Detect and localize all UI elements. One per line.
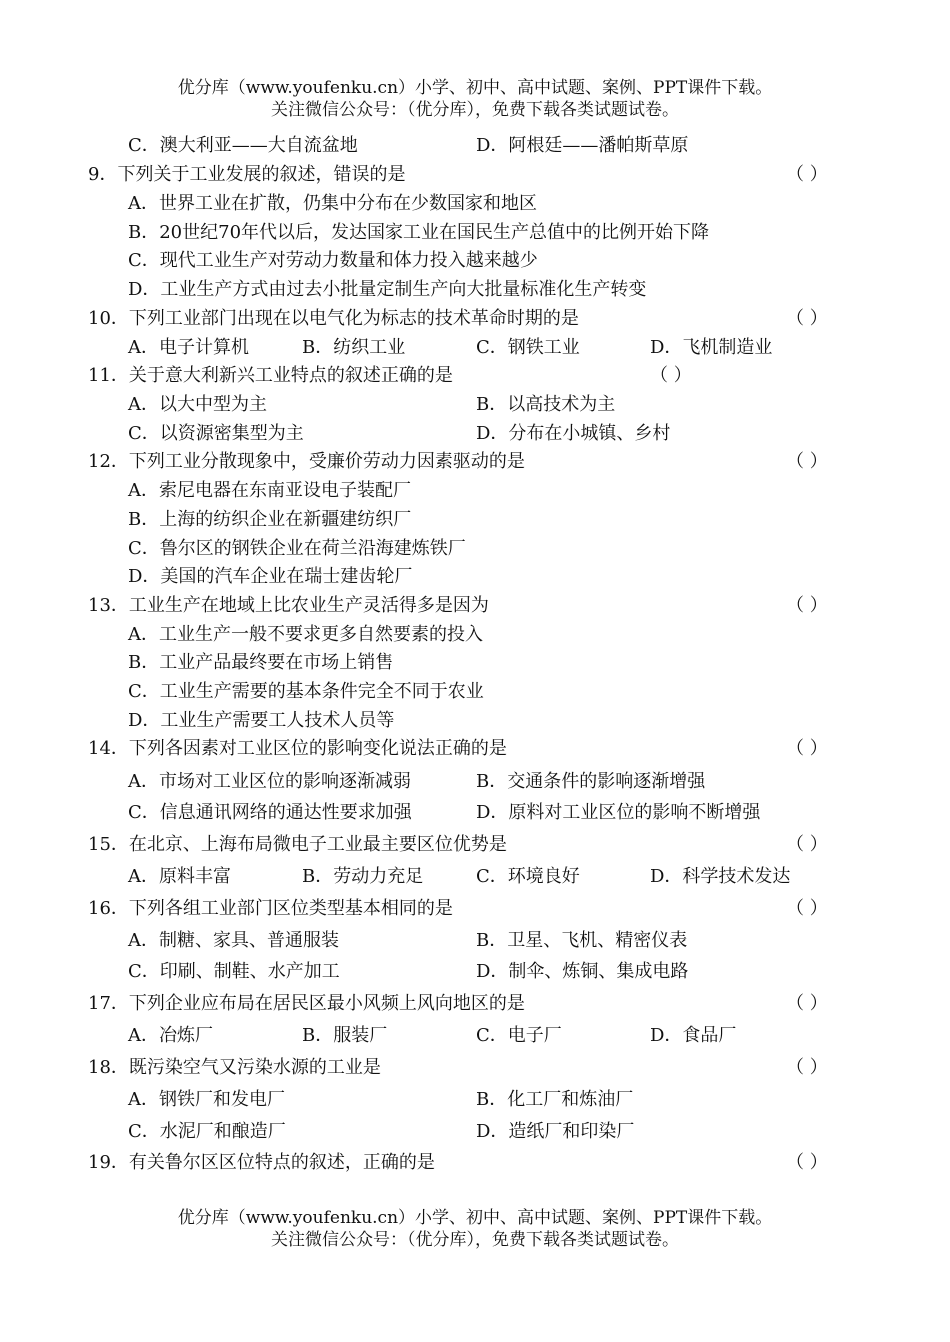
q12-option-d: D．美国的汽车企业在瑞士建齿轮厂 — [128, 566, 413, 587]
q18-option-c: C．水泥厂和酿造厂 — [128, 1121, 286, 1142]
q14-option-b: B．交通条件的影响逐渐增强 — [476, 771, 706, 792]
q12-option-b: B．上海的纺织企业在新疆建纺织厂 — [128, 509, 412, 530]
q17-stem: 17．下列企业应布局在居民区最小风频上风向地区的是 — [88, 993, 525, 1014]
q9-option-a: A．世界工业在扩散，仍集中分布在少数国家和地区 — [128, 193, 537, 214]
q17-option-d: D．食品厂 — [650, 1025, 737, 1046]
q13-option-a: A．工业生产一般不要求更多自然要素的投入 — [128, 624, 483, 645]
q13-option-d: D．工业生产需要工人技术人员等 — [128, 710, 395, 731]
q10-option-b: B．纺织工业 — [302, 337, 406, 358]
q18-answer-paren: （ ） — [786, 1057, 828, 1078]
q9-stem: 9．下列关于工业发展的叙述，错误的是 — [88, 164, 406, 185]
footer-line-2: 关注微信公众号：（优分库），免费下载各类试题试卷。 — [271, 1230, 679, 1250]
q15-stem: 15．在北京、上海布局微电子工业最主要区位优势是 — [88, 834, 507, 855]
q14-option-a: A．市场对工业区位的影响逐渐减弱 — [128, 771, 411, 792]
q18-stem: 18．既污染空气又污染水源的工业是 — [88, 1057, 381, 1078]
q15-option-a: A．原料丰富 — [128, 866, 231, 887]
q18-option-d: D．造纸厂和印染厂 — [476, 1121, 635, 1142]
q15-option-b: B．劳动力充足 — [302, 866, 424, 887]
q12-stem: 12．下列工业分散现象中，受廉价劳动力因素驱动的是 — [88, 451, 525, 472]
q19-answer-paren: （ ） — [786, 1152, 828, 1173]
q10-stem: 10．下列工业部门出现在以电气化为标志的技术革命时期的是 — [88, 308, 579, 329]
q11-option-a: A．以大中型为主 — [128, 394, 267, 415]
q16-answer-paren: （ ） — [786, 898, 828, 919]
footer-line-1: 优分库（www.youfenku.cn）小学、初中、高中试题、案例、PPT课件下载。 — [177, 1208, 773, 1228]
q10-option-a: A．电子计算机 — [128, 337, 249, 358]
q13-option-c: C．工业生产需要的基本条件完全不同于农业 — [128, 681, 484, 702]
q14-stem: 14．下列各因素对工业区位的影响变化说法正确的是 — [88, 738, 507, 759]
q10-answer-paren: （ ） — [786, 308, 828, 329]
q18-option-b: B．化工厂和炼油厂 — [476, 1089, 634, 1110]
q17-option-b: B．服装厂 — [302, 1025, 388, 1046]
q11-option-c: C．以资源密集型为主 — [128, 423, 304, 444]
q17-answer-paren: （ ） — [786, 993, 828, 1014]
q16-option-a: A．制糖、家具、普通服装 — [128, 930, 339, 951]
q12-option-c: C．鲁尔区的钢铁企业在荷兰沿海建炼铁厂 — [128, 538, 466, 559]
q12-answer-paren: （ ） — [786, 451, 828, 472]
q15-answer-paren: （ ） — [786, 834, 828, 855]
q15-option-c: C．环境良好 — [476, 866, 580, 887]
q14-answer-paren: （ ） — [786, 738, 828, 759]
q8-option-d: D．阿根廷——潘帕斯草原 — [476, 135, 689, 156]
q14-option-c: C．信息通讯网络的通达性要求加强 — [128, 802, 412, 823]
q9-option-b: B．20世纪70年代以后，发达国家工业在国民生产总值中的比例开始下降 — [128, 222, 710, 243]
q16-option-d: D．制伞、炼铜、集成电路 — [476, 961, 689, 982]
q9-option-d: D．工业生产方式由过去小批量定制生产向大批量标准化生产转变 — [128, 279, 647, 300]
q11-option-b: B．以高技术为主 — [476, 394, 616, 415]
q16-option-b: B．卫星、飞机、精密仪表 — [476, 930, 688, 951]
q16-stem: 16．下列各组工业部门区位类型基本相同的是 — [88, 898, 453, 919]
q17-option-c: C．电子厂 — [476, 1025, 562, 1046]
q12-option-a: A．索尼电器在东南亚设电子装配厂 — [128, 480, 411, 501]
q13-option-b: B．工业产品最终要在市场上销售 — [128, 652, 394, 673]
q11-stem: 11．关于意大利新兴工业特点的叙述正确的是 — [88, 365, 453, 386]
q10-option-d: D．飞机制造业 — [650, 337, 773, 358]
q13-stem: 13．工业生产在地域上比农业生产灵活得多是因为 — [88, 595, 489, 616]
q9-answer-paren: （ ） — [786, 164, 828, 185]
q13-answer-paren: （ ） — [786, 595, 828, 616]
page-footer — [0, 1207, 950, 1251]
q9-option-c: C．现代工业生产对劳动力数量和体力投入越来越少 — [128, 250, 538, 271]
q10-option-c: C．钢铁工业 — [476, 337, 580, 358]
q18-option-a: A．钢铁厂和发电厂 — [128, 1089, 285, 1110]
q15-option-d: D．科学技术发达 — [650, 866, 791, 887]
page-header — [0, 77, 950, 121]
q11-answer-paren: （ ） — [650, 365, 692, 386]
header-line-2: 关注微信公众号：（优分库），免费下载各类试题试卷。 — [271, 100, 679, 120]
q19-stem: 19．有关鲁尔区区位特点的叙述，正确的是 — [88, 1152, 435, 1173]
q14-option-d: D．原料对工业区位的影响不断增强 — [476, 802, 761, 823]
q16-option-c: C．印刷、制鞋、水产加工 — [128, 961, 340, 982]
q8-option-c: C．澳大利亚——大自流盆地 — [128, 135, 358, 156]
q17-option-a: A．冶炼厂 — [128, 1025, 213, 1046]
header-line-1: 优分库（www.youfenku.cn）小学、初中、高中试题、案例、PPT课件下载。 — [177, 78, 773, 98]
q11-option-d: D．分布在小城镇、乡村 — [476, 423, 671, 444]
